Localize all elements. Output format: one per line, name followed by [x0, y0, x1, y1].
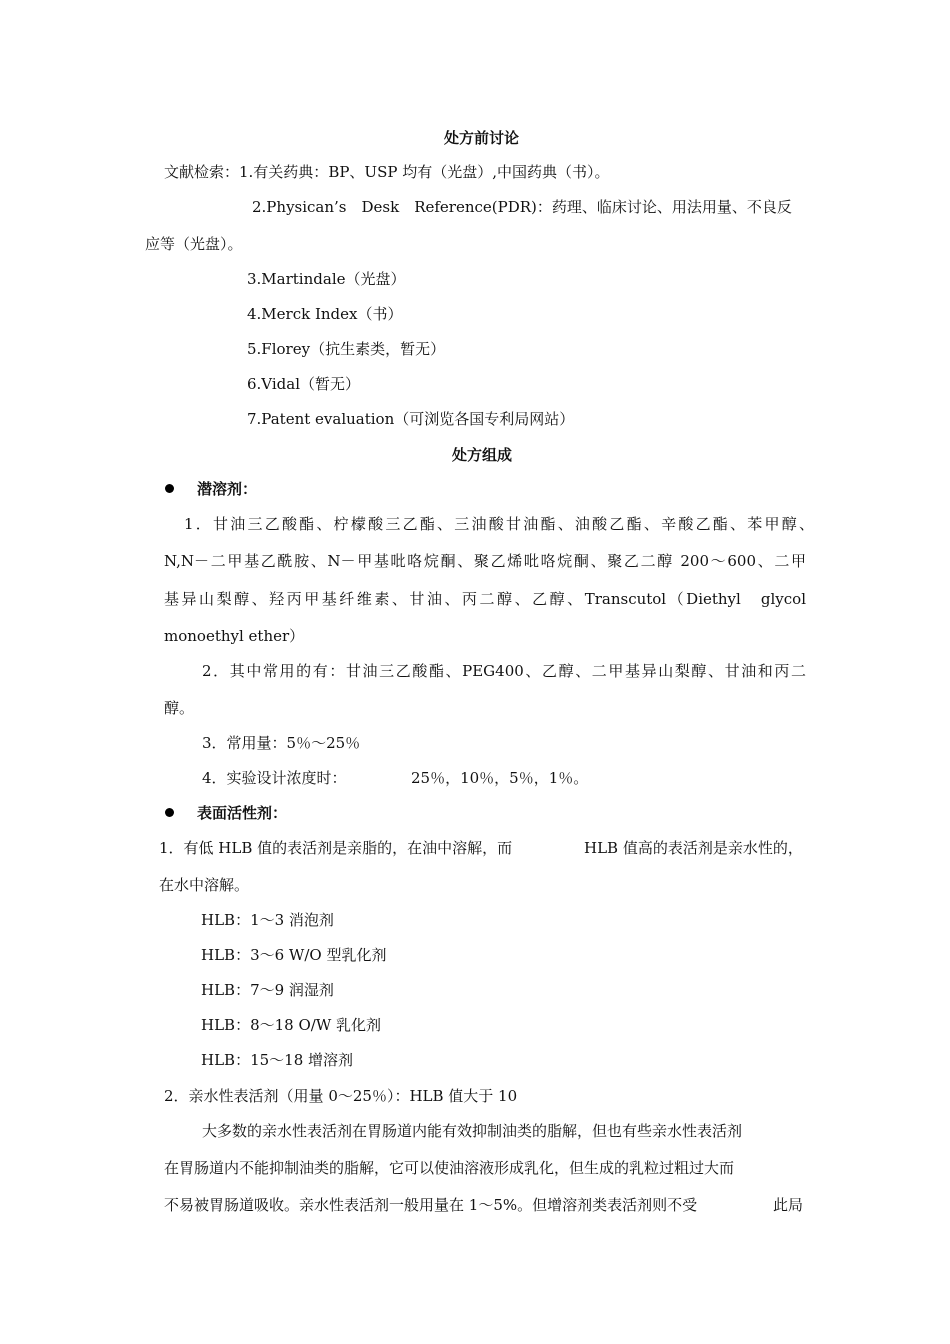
surfactant-line-3: 2．亲水性表活剂（用量 0～25％）：HLB 值大于 10 — [164, 1087, 518, 1105]
cosolvent-line-2: N,N－二甲基乙酰胺、N－甲基吡咯烷酮、聚乙烯吡咯烷酮、聚乙二醇 200～600、二甲 — [164, 552, 806, 570]
surfactant-line-1-right: HLB 值高的表活剂是亲水性的， — [584, 839, 803, 857]
literature-line-5: 5.Florey（抗生素类，暂无） — [247, 340, 446, 358]
cosolvent-line-6: 醇。 — [164, 699, 195, 717]
literature-line-1: 文献检索：1.有关药典：BP、USP 均有（光盘）,中国药典（书）。 — [164, 163, 610, 181]
surfactant-line-2: 在水中溶解。 — [159, 876, 250, 894]
surfactant-line-6: 不易被胃肠道吸收。亲水性表活剂一般用量在 1～5%。但增溶剂类表活剂则不受 — [164, 1196, 698, 1214]
section-title-composition: 处方组成 — [452, 446, 513, 464]
literature-line-7: 7.Patent evaluation（可浏览各国专利局网站） — [247, 410, 575, 428]
surfactant-line-1: 1．有低 HLB 值的表活剂是亲脂的，在油中溶解，而 — [159, 839, 513, 857]
cosolvent-line-7: 3．常用量：5％～25％ — [202, 734, 361, 752]
cosolvent-line-8: 4．实验设计浓度时： — [202, 769, 347, 787]
hlb-row-5: HLB：15～18 增溶剂 — [201, 1051, 354, 1069]
literature-line-6: 6.Vidal（暂无） — [247, 375, 361, 393]
bullet-icon — [165, 808, 174, 817]
cosolvent-line-1: 1．甘油三乙酸酯、柠檬酸三乙酯、三油酸甘油酯、油酸乙酯、辛酸乙酯、苯甲醇、 — [184, 515, 814, 533]
section-title-preformulation: 处方前讨论 — [444, 129, 520, 147]
hlb-row-4: HLB：8～18 O/W 乳化剂 — [201, 1016, 382, 1034]
surfactant-line-6-end: 此局 — [773, 1196, 804, 1214]
surfactant-line-4: 大多数的亲水性表活剂在胃肠道内能有效抑制油类的脂解，但也有些亲水性表活剂 — [202, 1122, 743, 1140]
cosolvent-line-8-values: 25％，10％，5％，1％。 — [411, 769, 589, 787]
bullet-icon — [165, 484, 174, 493]
cosolvent-line-3: 基异山梨醇、羟丙甲基纤维素、甘油、丙二醇、乙醇、Transcutol（Diethyl glycol — [164, 590, 806, 608]
literature-line-3: 3.Martindale（光盘） — [247, 270, 406, 288]
hlb-row-3: HLB：7～9 润湿剂 — [201, 981, 334, 999]
surfactant-line-5: 在胃肠道内不能抑制油类的脂解，它可以使油溶液形成乳化，但生成的乳粒过粗过大而 — [164, 1159, 735, 1177]
cosolvent-line-4: monoethyl ether） — [164, 627, 305, 645]
hlb-row-1: HLB：1～3 消泡剂 — [201, 911, 334, 929]
literature-line-2: 2.Physican’s Desk Reference(PDR)：药理、临床讨论、用法用量、不良反 — [252, 198, 792, 216]
surfactant-heading: 表面活性剂： — [197, 804, 288, 822]
cosolvent-line-5: 2．其中常用的有：甘油三乙酸酯、PEG400、乙醇、二甲基异山梨醇、甘油和丙二 — [202, 662, 806, 680]
literature-line-2-cont: 应等（光盘）。 — [145, 235, 243, 253]
cosolvent-heading: 潜溶剂： — [197, 480, 258, 498]
hlb-row-2: HLB：3～6 W/O 型乳化剂 — [201, 946, 387, 964]
literature-line-4: 4.Merck Index（书） — [247, 305, 403, 323]
